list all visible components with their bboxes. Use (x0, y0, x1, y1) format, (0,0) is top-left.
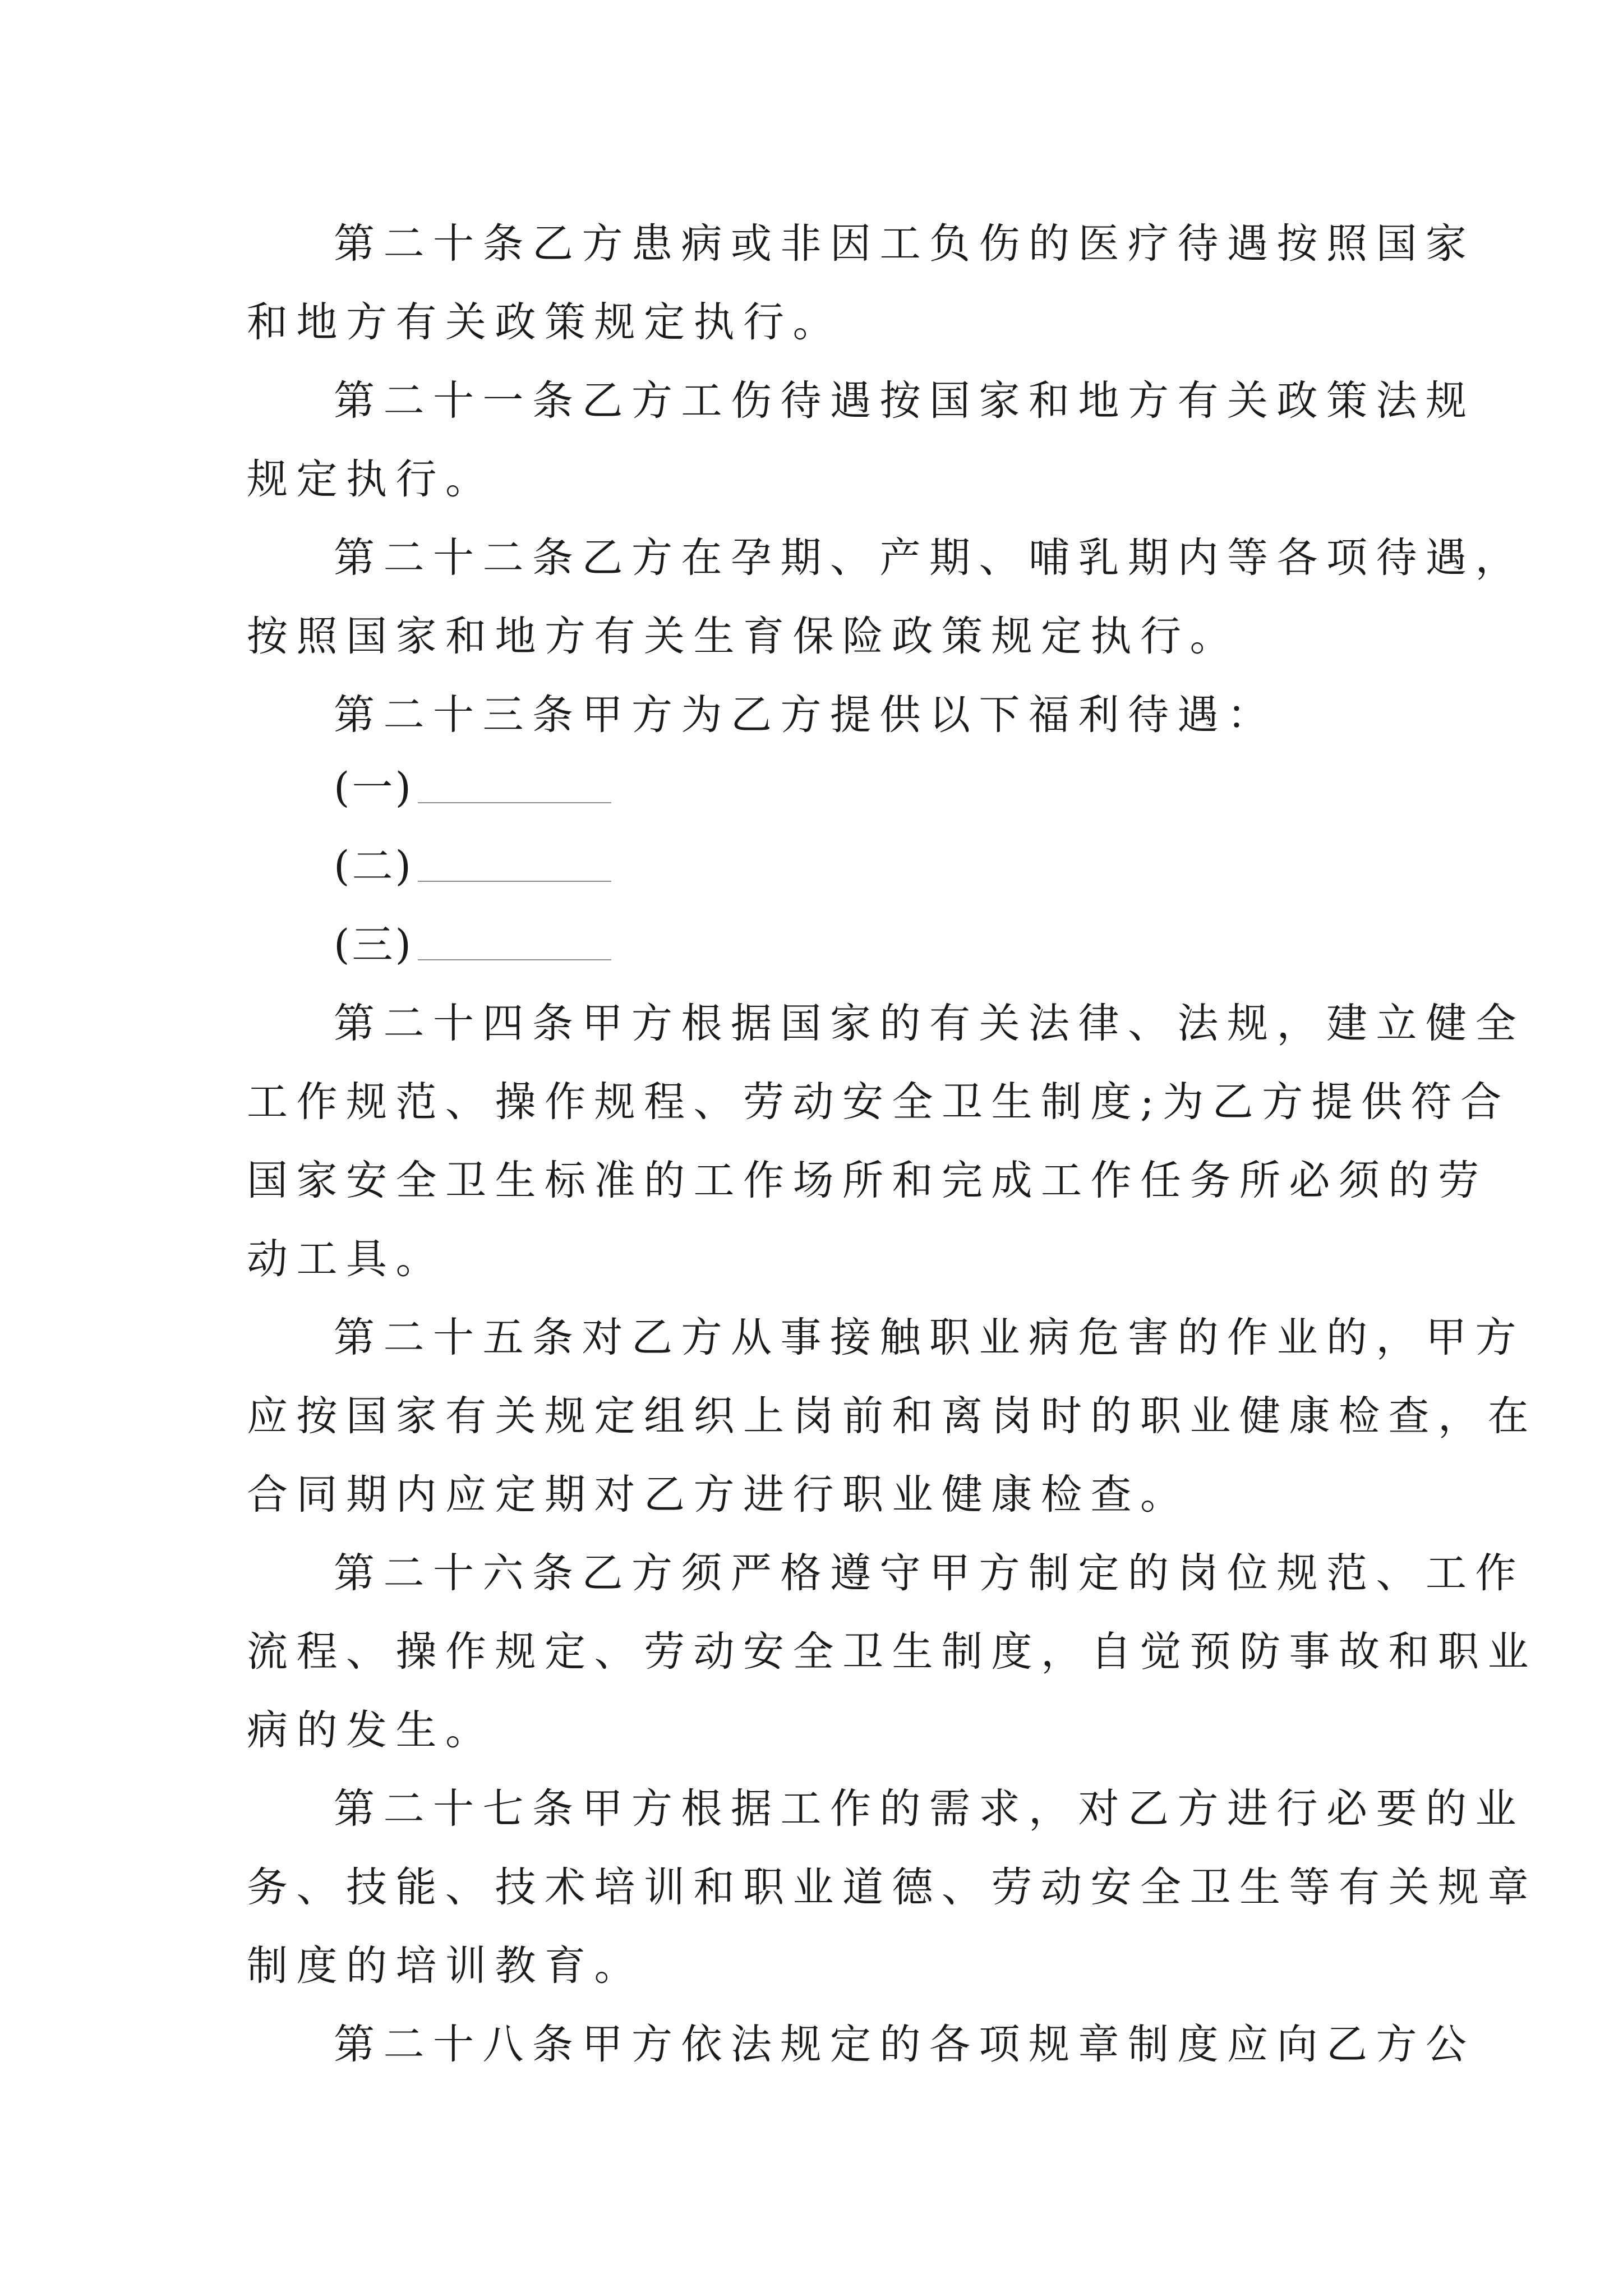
article-23-line-1: 第二十三条甲方为乙方提供以下福利待遇： (334, 691, 1277, 739)
welfare-item-label: (二) (334, 843, 413, 890)
welfare-item-label: (三) (334, 921, 413, 969)
article-25-line-2: 应按国家有关规定组织上岗前和离岗时的职业健康检查，在 (247, 1392, 1537, 1440)
article-20-line-1: 第二十条乙方患病或非因工负伤的医疗待遇按照国家 (334, 220, 1476, 268)
article-27-line-1: 第二十七条甲方根据工作的需求，对乙方进行必要的业 (334, 1785, 1525, 1833)
blank-underline (418, 802, 611, 803)
article-26-line-3: 病的发生。 (247, 1706, 495, 1754)
article-27-line-3: 制度的培训教育。 (247, 1942, 644, 1990)
welfare-item-2 (334, 839, 413, 895)
article-27-line-2: 务、技能、技术培训和职业道德、劳动安全卫生等有关规章 (247, 1864, 1537, 1911)
article-25-line-3: 合同期内应定期对乙方进行职业健康检查。 (247, 1471, 1190, 1519)
article-21-line-1: 第二十一条乙方工伤待遇按国家和地方有关政策法规 (334, 377, 1476, 425)
blank-underline (418, 881, 611, 882)
welfare-item-1 (334, 760, 413, 816)
article-21-line-2: 规定执行。 (247, 455, 495, 503)
article-24-line-1: 第二十四条甲方根据国家的有关法律、法规，建立健全 (334, 1000, 1525, 1047)
blank-underline (418, 959, 611, 960)
welfare-item-3 (334, 917, 413, 973)
article-26-line-2: 流程、操作规定、劳动安全卫生制度，自觉预防事故和职业 (247, 1628, 1537, 1676)
article-24-line-4: 动工具。 (247, 1235, 445, 1283)
article-22-line-2: 按照国家和地方有关生育保险政策规定执行。 (247, 613, 1239, 660)
article-20-line-2: 和地方有关政策规定执行。 (247, 298, 842, 346)
welfare-item-label: (一) (334, 764, 413, 812)
article-22-line-1: 第二十二条乙方在孕期、产期、哺乳期内等各项待遇， (334, 534, 1525, 582)
article-24-line-2: 工作规范、操作规程、劳动安全卫生制度;为乙方提供符合 (247, 1078, 1510, 1126)
article-26-line-1: 第二十六条乙方须严格遵守甲方制定的岗位规范、工作 (334, 1549, 1525, 1597)
article-25-line-1: 第二十五条对乙方从事接触职业病危害的作业的，甲方 (334, 1314, 1525, 1361)
article-28-line-1: 第二十八条甲方依法规定的各项规章制度应向乙方公 (334, 2021, 1476, 2068)
article-24-line-3: 国家安全卫生标准的工作场所和完成工作任务所必须的劳 (247, 1157, 1488, 1204)
